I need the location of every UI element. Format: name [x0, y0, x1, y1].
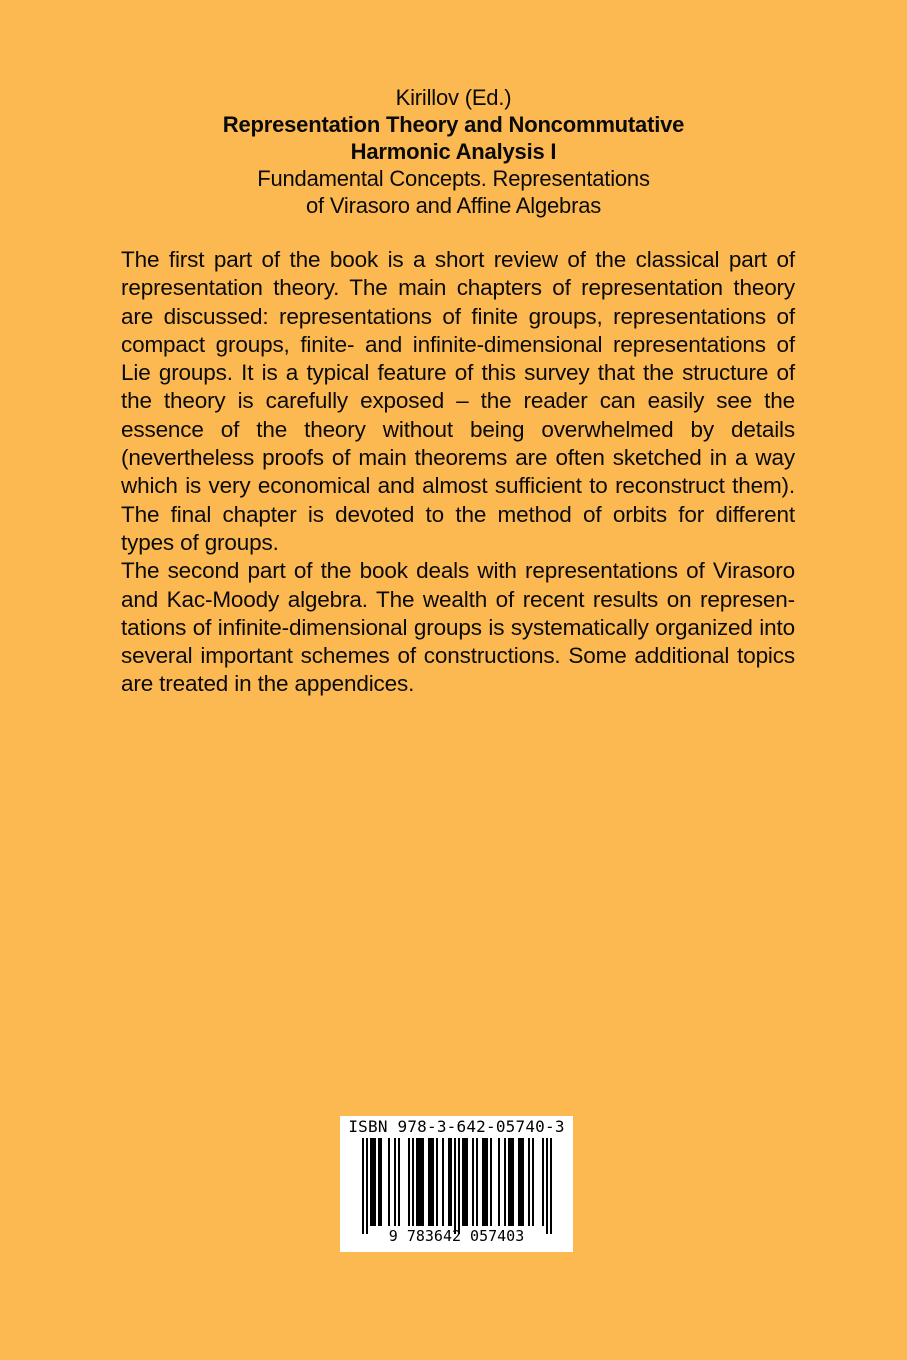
- book-subtitle-line-1: Fundamental Concepts. Representations: [257, 166, 650, 191]
- barcode-bar: [520, 1138, 522, 1226]
- isbn-barcode-panel: [340, 1116, 573, 1252]
- book-description: [121, 246, 795, 699]
- barcode-bar: [472, 1138, 474, 1226]
- barcode-bar: [442, 1138, 444, 1226]
- barcode-bar: [550, 1138, 552, 1234]
- barcode-bar: [432, 1138, 434, 1226]
- barcode-bar: [482, 1138, 484, 1226]
- barcode-bar: [528, 1138, 530, 1226]
- barcode-bar: [458, 1138, 460, 1234]
- editor-name: Kirillov (Ed.): [395, 85, 512, 110]
- barcode-bar: [450, 1138, 452, 1226]
- isbn-label: ISBN 978-3-642-05740-3: [348, 1117, 565, 1136]
- barcode-bar: [436, 1138, 438, 1226]
- barcode-bar: [518, 1138, 520, 1226]
- description-paragraph-2: The second part of the book deals with representations of Virasoro and Kac-Moody algebra. The wealth of recent results on represen-tations of infinite-dimensional groups is systematically organized into several important schemes of constructions. Some additional topics are treated in the appendices.: [121, 558, 795, 697]
- barcode-bar: [362, 1138, 364, 1234]
- barcode-bar: [394, 1138, 396, 1226]
- barcode-bar: [418, 1138, 420, 1226]
- barcode-bar: [422, 1138, 424, 1226]
- barcode-bar: [378, 1138, 380, 1226]
- cover-header: [0, 84, 907, 219]
- barcode-bar: [380, 1138, 382, 1226]
- barcode-bar: [508, 1138, 510, 1226]
- barcode-bar: [484, 1138, 486, 1226]
- barcode-bar: [486, 1138, 488, 1226]
- book-title-line-1: Representation Theory and Noncommutative: [222, 112, 685, 137]
- barcode-bar: [428, 1138, 430, 1226]
- barcode-bar: [512, 1138, 514, 1226]
- barcode-bar: [464, 1138, 466, 1226]
- barcode-bar: [370, 1138, 372, 1226]
- barcode-bar: [462, 1138, 464, 1226]
- barcode-bar: [420, 1138, 422, 1226]
- description-paragraph-1: The first part of the book is a short review of the classical part of representation theory. The main chapters of representation theory are discussed: representations of finite groups, representations of compact groups, finite- and infinite-dimensional representations of Lie groups. It is a typical feature of this survey that the structure of the theory is carefully exposed – the reader can easily see the essence of the theory without being overwhelmed by details (nevertheless proofs of main theorems are often sketched in a way which is very economical and almost sufficient to reconstruct them). The final chapter is devoted to the method of orbits for different types of groups.: [121, 247, 795, 555]
- barcode-bar: [522, 1138, 524, 1226]
- book-subtitle-line-2: of Virasoro and Affine Algebras: [305, 193, 602, 218]
- barcode-bar: [430, 1138, 432, 1226]
- barcode-bar: [372, 1138, 374, 1226]
- barcode-bar: [388, 1138, 390, 1226]
- barcode-bar: [412, 1138, 414, 1226]
- barcode-bar: [490, 1138, 492, 1226]
- barcode-bar: [542, 1138, 544, 1226]
- barcode-bar: [366, 1138, 368, 1234]
- barcode-bar: [504, 1138, 506, 1226]
- barcode-bar: [532, 1138, 534, 1226]
- barcode-bar: [448, 1138, 450, 1226]
- barcode-bar: [454, 1138, 456, 1234]
- barcode-bar: [416, 1138, 418, 1226]
- barcode-bar: [374, 1138, 376, 1226]
- book-title-line-2: Harmonic Analysis I: [350, 139, 557, 164]
- barcode-bar: [498, 1138, 500, 1226]
- barcode-bar: [510, 1138, 512, 1226]
- barcode-bar: [466, 1138, 468, 1226]
- barcode-bar: [408, 1138, 410, 1226]
- ean-digits: 9 783642 057403: [388, 1227, 525, 1245]
- barcode-bar: [398, 1138, 400, 1226]
- barcode-bar: [476, 1138, 478, 1226]
- barcode-bar: [546, 1138, 548, 1234]
